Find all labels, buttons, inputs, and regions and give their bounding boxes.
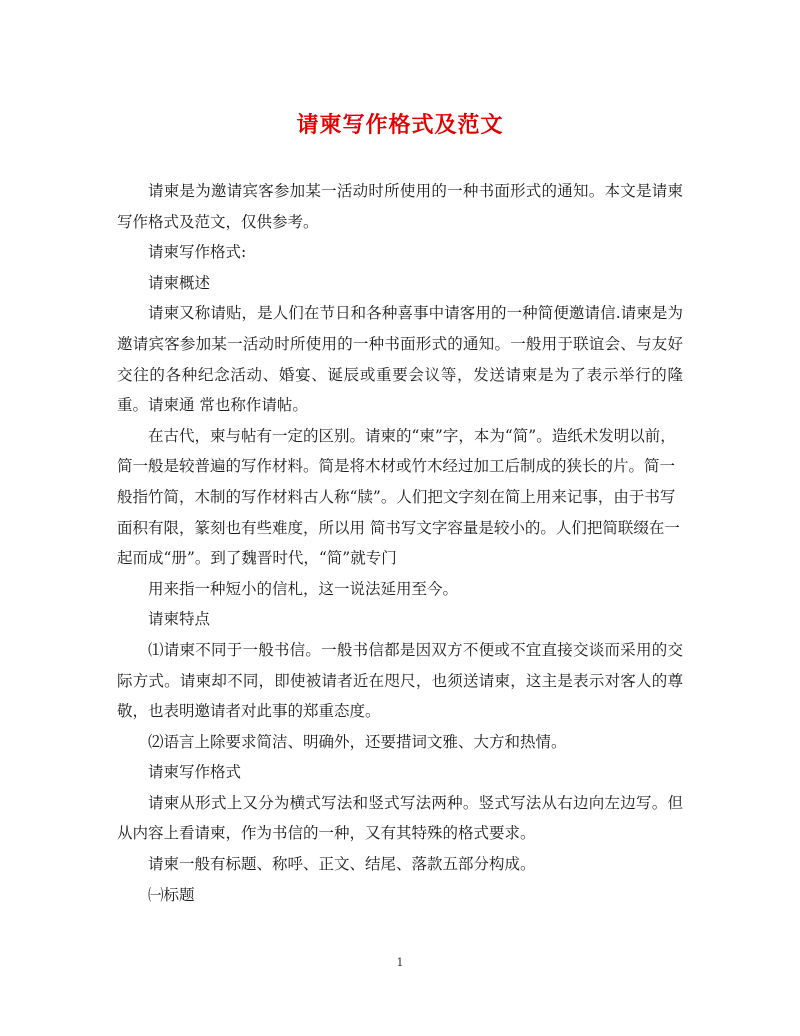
paragraph-history-continued: 用来指一种短小的信札，这一说法延用至今。 — [148, 579, 459, 598]
paragraph-title-section: ㈠标题 — [148, 885, 195, 904]
paragraph-format-parts: 请柬一般有标题、称呼、正文、结尾、落款五部分构成。 — [148, 855, 536, 874]
document-body — [117, 176, 683, 910]
paragraph-intro: 请柬是为邀请宾客参加某一活动时所使用的一种书面形式的通知。本文是请柬写作格式及范文，仅供参考。 — [117, 182, 683, 231]
paragraph-feature-1: ⑴请柬不同于一般书信。一般书信都是因双方不便或不宜直接交谈而采用的交际方式。请柬却不同，即使被请者近在咫尺，也须送请柬，这主是表示对客人的尊敬，也表明邀请者对此事的郑重态度。 — [117, 640, 683, 721]
paragraph-overview-heading: 请柬概述 — [148, 273, 211, 292]
page-number: 1 — [396, 956, 404, 969]
paragraph-overview: 请柬又称请贴，是人们在节日和各种喜事中请客用的一种简便邀请信.请柬是为邀请宾客参加某一活动时所使用的一种书面形式的通知。一般用于联谊会、与友好交往的各种纪念活动、婚宴、诞辰或重要会议等，发送请柬是为了表示举行的隆重。请柬通 常也称作请帖。 — [117, 304, 683, 415]
paragraph-feature-2: ⑵语言上除要求简洁、明确外，还要措词文雅、大方和热情。 — [148, 732, 567, 751]
paragraph-format-styles: 请柬从形式上又分为横式写法和竖式写法两种。竖式写法从右边向左边写。但从内容上看请柬，作为书信的一种，又有其特殊的格式要求。 — [117, 793, 683, 843]
document-title: 请柬写作格式及范文 — [296, 112, 504, 138]
paragraph-format-heading: 请柬写作格式: — [148, 243, 247, 262]
paragraph-format-heading-2: 请柬写作格式 — [148, 763, 242, 782]
paragraph-history: 在古代，柬与帖有一定的区别。请柬的“柬”字，本为“简”。造纸术发明以前，简一般是较普遍的写作材料。简是将木材或竹木经过加工后制成的狭长的片。简一般指竹简，木制的写作材料古人称“牍”。人们把文字刻在简上用来记事，由于书写面积有限，篆刻也有些难度，所以用 简书写文字容量是较小的。人们把简联缀在一起而成“册”。到了魏晋时代，“简”就专门 — [117, 426, 680, 568]
paragraph-features-heading: 请柬特点 — [148, 610, 211, 629]
